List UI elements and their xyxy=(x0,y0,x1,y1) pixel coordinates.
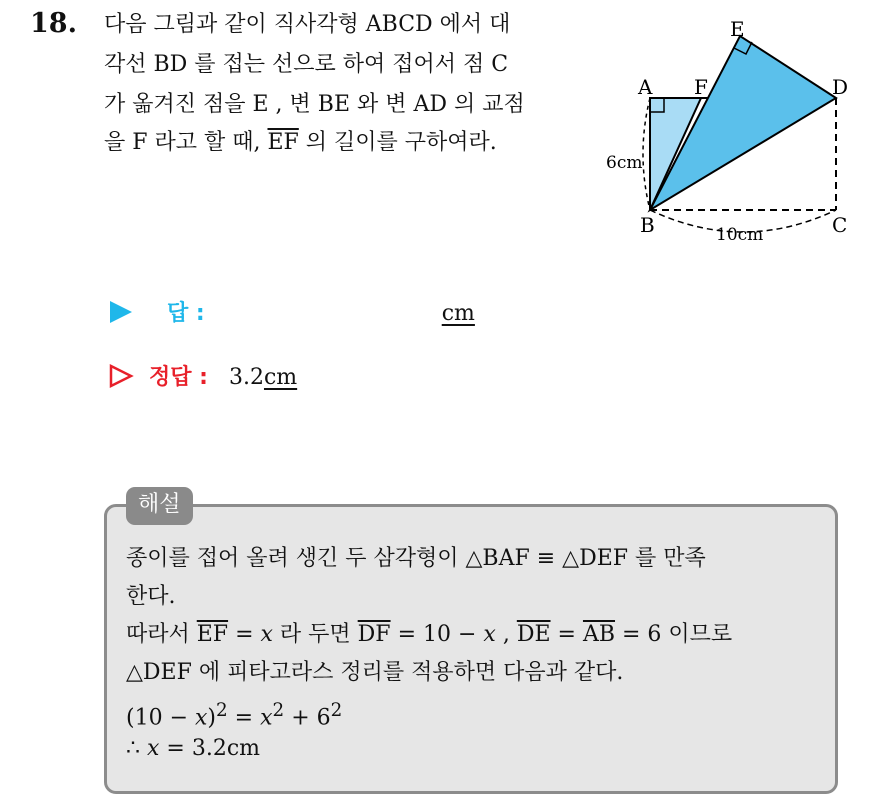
question-line-4-post: 의 길이를 구하여라. xyxy=(298,130,497,155)
correct-answer-value: 3.2 xyxy=(228,365,264,390)
eq-text: = 3.2cm xyxy=(159,736,261,761)
question-line-4 xyxy=(104,128,497,158)
solution-equation-1 xyxy=(126,696,342,733)
label-a: A xyxy=(638,75,653,99)
correct-answer-label: 정답 : xyxy=(149,365,208,390)
var-x: x xyxy=(147,736,160,761)
question-line-1: 다음 그림과 같이 직사각형 ABCD 에서 대 xyxy=(104,12,511,37)
var-x: x xyxy=(483,622,496,647)
label-e: E xyxy=(730,17,745,41)
eq-text: ) xyxy=(207,705,217,731)
sol3-text: = 10 − xyxy=(390,622,484,647)
label-d: D xyxy=(832,75,849,99)
play-outline-icon xyxy=(108,363,134,389)
exponent: 2 xyxy=(330,700,343,721)
var-x: x xyxy=(260,622,273,647)
eq-text: = xyxy=(227,705,261,731)
segment-ab: $\overline{AB}$ xyxy=(582,622,616,647)
correct-answer-row xyxy=(108,360,297,391)
solution-tag: 해설 xyxy=(126,487,193,525)
label-c: C xyxy=(832,213,848,237)
solution-line-4: △DEF 에 피타고라스 정리를 적용하면 다음과 같다. xyxy=(126,660,624,685)
segment-de: $\overline{DE}$ xyxy=(516,622,551,647)
sol3-text: 따라서 xyxy=(126,622,197,647)
segment-df: $\overline{DF}$ xyxy=(357,622,391,647)
geometry-figure xyxy=(596,14,866,254)
eq-text: + 6 xyxy=(284,705,331,731)
question-line-2: 각선 BD 를 접는 선으로 하여 접어서 점 C xyxy=(104,52,509,77)
sol3-text: 라 두면 xyxy=(272,622,358,647)
answer-row xyxy=(108,296,475,327)
question-line-4-pre: 을 F 라고 할 때, xyxy=(104,130,268,155)
arc-ab xyxy=(643,98,650,210)
segment-ef: $\overline{EF}$ xyxy=(196,622,229,647)
answer-label: 답 : xyxy=(167,301,205,326)
solution-equation-2 xyxy=(126,734,260,764)
var-x: x xyxy=(195,705,208,731)
label-b: B xyxy=(640,213,655,237)
correct-answer-unit: cm xyxy=(263,365,298,390)
segment-ef: $\overline{EF}$ xyxy=(267,130,299,155)
solution-line-2: 한다. xyxy=(126,584,176,609)
label-10cm: 10cm xyxy=(716,225,764,245)
sol3-text: = xyxy=(550,622,583,647)
exponent: 2 xyxy=(272,700,285,721)
question-number: 18. xyxy=(30,8,77,39)
var-x: x xyxy=(260,705,273,731)
exponent: 2 xyxy=(216,700,228,721)
answer-unit[interactable]: cm xyxy=(441,301,475,326)
eq-text: (10 − xyxy=(126,705,195,731)
label-f: F xyxy=(694,75,708,99)
solution-line-3 xyxy=(126,620,732,650)
label-6cm: 6cm xyxy=(606,153,643,173)
play-filled-icon xyxy=(108,299,134,325)
sol3-text: , xyxy=(495,622,517,647)
sol3-text: = 6 이므로 xyxy=(615,622,733,647)
question-line-3: 가 옮겨진 점을 E , 변 BE 와 변 AD 의 교점 xyxy=(104,92,525,117)
sol3-text: = xyxy=(228,622,261,647)
therefore-symbol: ∴ xyxy=(126,736,147,761)
solution-line-1: 종이를 접어 올려 생긴 두 삼각형이 △BAF ≡ △DEF 를 만족 xyxy=(126,546,706,571)
